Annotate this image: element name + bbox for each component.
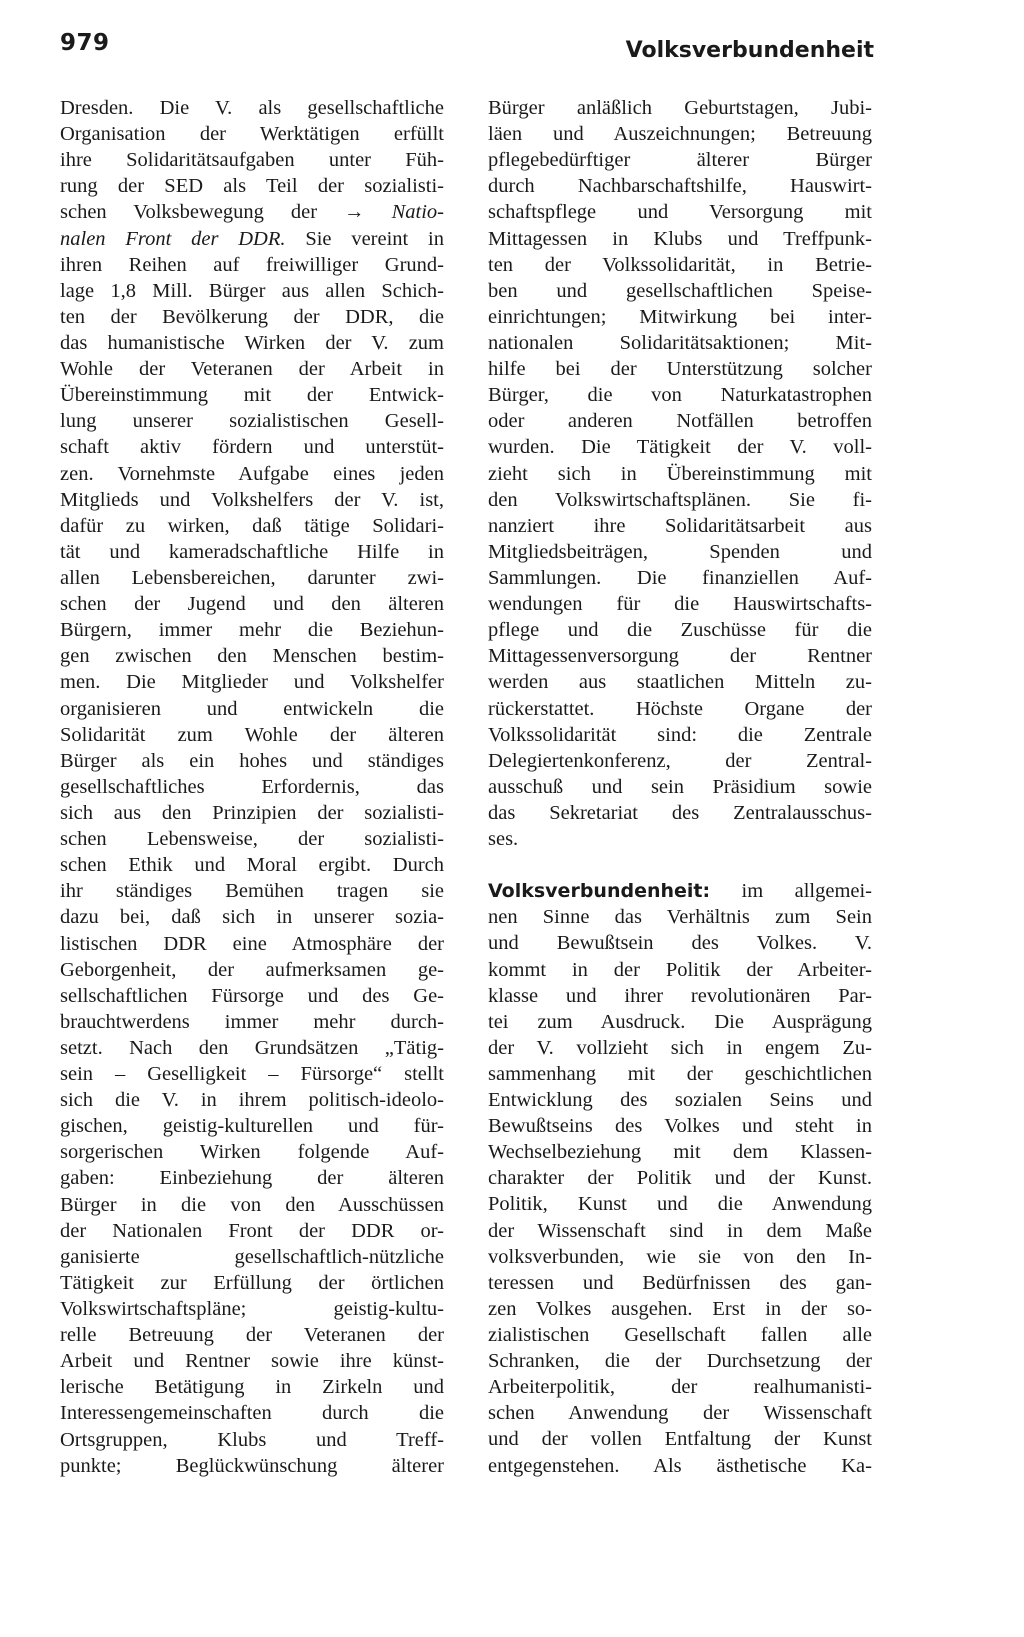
- text-line: Volkssolidarität sind: die Zentrale: [488, 723, 872, 746]
- text-line: lung unserer sozialistischen Gesell-: [60, 410, 444, 433]
- text-line: Delegiertenkonferenz, der Zentral-: [488, 749, 872, 772]
- text-line: der Wissenschaft sind in dem Maße: [488, 1219, 872, 1242]
- text-line: und der vollen Entfaltung der Kunst: [488, 1428, 872, 1451]
- text-line: das humanistische Wirken der V. zum: [60, 331, 444, 354]
- text-line: läen und Auszeichnungen; Betreuung: [488, 123, 872, 146]
- text-line: Mittagessenversorgung der Rentner: [488, 645, 872, 668]
- text-line: setzt. Nach den Grundsätzen „Tätig-: [60, 1036, 444, 1059]
- text-line: gischen, geistig-kulturellen und für-: [60, 1115, 444, 1138]
- text-line: Tätigkeit zur Erfüllung der örtlichen: [60, 1271, 444, 1294]
- text-line: schen Anwendung der Wissenschaft: [488, 1402, 872, 1425]
- cross-reference-arrow-icon: →: [344, 201, 365, 224]
- text-line: Übereinstimmung mit der Entwick-: [60, 384, 444, 407]
- text-line: lerische Betätigung in Zirkeln und: [60, 1376, 444, 1399]
- text-line: organisieren und entwickeln die: [60, 697, 444, 720]
- text-line: schen Ethik und Moral ergibt. Durch: [60, 854, 444, 877]
- text-fragment: schen Volksbewegung der: [60, 201, 318, 224]
- text-line: brauchtwerdens immer mehr durch-: [60, 1010, 444, 1033]
- text-line: nationalen Solidaritätsaktionen; Mit-: [488, 331, 872, 354]
- page-number: 979: [60, 30, 110, 56]
- text-line: Schranken, die der Durchsetzung der: [488, 1350, 872, 1373]
- text-line: zialistischen Gesellschaft fallen alle: [488, 1324, 872, 1347]
- text-line: Arbeit und Rentner sowie ihre künst-: [60, 1350, 444, 1373]
- text-line: hilfe bei der Unterstützung solcher: [488, 358, 872, 381]
- text-line: gaben: Einbeziehung der älteren: [60, 1167, 444, 1190]
- text-line: relle Betreuung der Veteranen der: [60, 1324, 444, 1347]
- text-line: ihre Solidaritätsaufgaben unter Füh-: [60, 149, 444, 172]
- text-line: Bewußtseins des Volkes und steht in: [488, 1115, 872, 1138]
- text-line: sich die V. in ihrem politisch-ideolo-: [60, 1089, 444, 1112]
- text-line: Mitglieds und Volkshelfers der V. ist,: [60, 488, 444, 511]
- text-line: lage 1,8 Mill. Bürger aus allen Schich-: [60, 279, 444, 302]
- text-line: zieht sich in Übereinstimmung mit: [488, 462, 872, 485]
- text-line: tät und kameradschaftliche Hilfe in: [60, 540, 444, 563]
- text-line: einrichtungen; Mitwirkung bei inter-: [488, 305, 872, 328]
- text-line: ganisierte gesellschaftlich-nützliche: [60, 1245, 444, 1268]
- text-line: sellschaftlichen Fürsorge und des Ge-: [60, 984, 444, 1007]
- text-line: zen Volkes ausgehen. Erst in der so-: [488, 1297, 872, 1320]
- text-line: Bürger in die von den Ausschüssen: [60, 1193, 444, 1216]
- text-line: schen der Jugend und den älteren: [60, 593, 444, 616]
- text-line: Entwicklung des sozialen Seins und: [488, 1089, 872, 1112]
- text-line: listischen DDR eine Atmosphäre der: [60, 932, 444, 955]
- text-fragment: im allgemei-: [741, 880, 872, 903]
- entry-separator: [488, 852, 872, 878]
- text-line: werden aus staatlichen Mitteln zu-: [488, 671, 872, 694]
- text-line: ten der Volkssolidarität, in Betrie-: [488, 253, 872, 276]
- text-line: volksverbunden, wie sie von den In-: [488, 1245, 872, 1268]
- text-line: pflege und die Zuschüsse für die: [488, 619, 872, 642]
- text-line: sammenhang mit der geschichtlichen: [488, 1062, 872, 1085]
- text-line: schen Lebensweise, der sozialisti-: [60, 828, 444, 851]
- text-line: Politik, Kunst und die Anwendung: [488, 1193, 872, 1216]
- text-line: gesellschaftliches Erfordernis, das: [60, 775, 444, 798]
- entry-first-line: [488, 878, 872, 904]
- text-line: Dresden. Die V. als gesellschaftliche: [60, 97, 444, 119]
- text-line: allen Lebensbereichen, darunter zwi-: [60, 566, 444, 589]
- right-column: [488, 95, 872, 1479]
- text-line: ihr ständiges Bemühen tragen sie: [60, 880, 444, 903]
- text-line: rung der SED als Teil der sozialisti-: [60, 175, 444, 198]
- text-fragment: Sie vereint in: [305, 227, 444, 250]
- text-line: tei zum Ausdruck. Die Ausprägung: [488, 1010, 872, 1033]
- text-line: Bürger, die von Naturkatastrophen: [488, 384, 872, 407]
- text-line: Bürger anläßlich Geburtstagen, Jubi-: [488, 97, 872, 119]
- text-line: sein – Geselligkeit – Fürsorge“ stellt: [60, 1063, 444, 1086]
- text-line: Wohle der Veteranen der Arbeit in: [60, 358, 444, 381]
- text-line: ten der Bevölkerung der DDR, die: [60, 305, 444, 328]
- text-line: Wechselbeziehung mit dem Klassen-: [488, 1141, 872, 1164]
- text-line: den Volkswirtschaftsplänen. Sie fi-: [488, 488, 872, 511]
- text-line: schaftspflege und Versorgung mit: [488, 201, 872, 224]
- cross-reference-link[interactable]: Natio-: [391, 201, 444, 224]
- text-line: Mittagessen in Klubs und Treffpunk-: [488, 227, 872, 250]
- text-line: Interessengemeinschaften durch die: [60, 1402, 444, 1425]
- text-line: Organisation der Werktätigen erfüllt: [60, 123, 444, 146]
- text-line: sorgerischen Wirken folgende Auf-: [60, 1141, 444, 1164]
- text-line: schaft aktiv fördern und unterstüt-: [60, 436, 444, 459]
- text-line: gen zwischen den Menschen bestim-: [60, 645, 444, 668]
- text-line: wurden. Die Tätigkeit der V. voll-: [488, 436, 872, 459]
- text-line: Ortsgruppen, Klubs und Treff-: [60, 1428, 444, 1451]
- text-line: das Sekretariat des Zentralausschus-: [488, 801, 872, 824]
- text-line: wendungen für die Hauswirtschafts-: [488, 593, 872, 616]
- text-line: Bürgern, immer mehr die Beziehun-: [60, 619, 444, 642]
- text-line: der Nationalen Front der DDR or-: [60, 1219, 444, 1242]
- text-line: Solidarität zum Wohle der älteren: [60, 723, 444, 746]
- text-line: zen. Vornehmste Aufgabe eines jeden: [60, 462, 444, 485]
- text-line: ben und gesellschaftlichen Speise-: [488, 279, 872, 302]
- text-line: der V. vollzieht sich in engem Zu-: [488, 1036, 872, 1059]
- text-line: men. Die Mitglieder und Volkshelfer: [60, 671, 444, 694]
- text-line: ses.: [488, 828, 519, 851]
- text-line: dafür zu wirken, daß tätige Solidari-: [60, 514, 444, 537]
- text-line: entgegenstehen. Als ästhetische Ka-: [488, 1454, 872, 1477]
- text-line: durch Nachbarschaftshilfe, Hauswirt-: [488, 175, 872, 198]
- text-line: Geborgenheit, der aufmerksamen ge-: [60, 958, 444, 981]
- text-line: pflegebedürftiger älterer Bürger: [488, 149, 872, 172]
- cross-reference-link[interactable]: nalen Front der DDR.: [60, 227, 286, 250]
- text-line: ausschuß und sein Präsidium sowie: [488, 775, 872, 798]
- entry-headword: Volksverbundenheit:: [488, 880, 711, 903]
- text-line: teressen und Bedürfnissen des gan-: [488, 1271, 872, 1294]
- text-line: [60, 226, 444, 252]
- text-line: sich aus den Prinzipien der sozialisti-: [60, 801, 444, 824]
- text-line: [60, 199, 444, 225]
- text-line: nen Sinne das Verhältnis zum Sein: [488, 906, 872, 929]
- text-line: dazu bei, daß sich in unserer sozia-: [60, 906, 444, 929]
- running-head: Volksverbundenheit: [625, 38, 874, 63]
- text-line: nanziert ihre Solidaritätsarbeit aus: [488, 514, 872, 537]
- text-line: und Bewußtsein des Volkes. V.: [488, 932, 872, 955]
- text-line: charakter der Politik und der Kunst.: [488, 1167, 872, 1190]
- text-line: punkte; Beglückwünschung älterer: [60, 1454, 444, 1477]
- text-line: ihren Reihen auf freiwilliger Grund-: [60, 253, 444, 276]
- text-line: klasse und ihrer revolutionären Par-: [488, 984, 872, 1007]
- text-line: Arbeiterpolitik, der realhumanisti-: [488, 1376, 872, 1399]
- text-line: Volkswirtschaftspläne; geistig-kultu-: [60, 1298, 444, 1321]
- text-line: rückerstattet. Höchste Organe der: [488, 697, 872, 720]
- text-line: Mitgliedsbeiträgen, Spenden und: [488, 540, 872, 563]
- text-line: Sammlungen. Die finanziellen Auf-: [488, 566, 872, 589]
- text-line: kommt in der Politik der Arbeiter-: [488, 958, 872, 981]
- text-line: oder anderen Notfällen betroffen: [488, 410, 872, 433]
- text-line: Bürger als ein hohes und ständiges: [60, 749, 444, 772]
- left-column: [60, 95, 444, 1479]
